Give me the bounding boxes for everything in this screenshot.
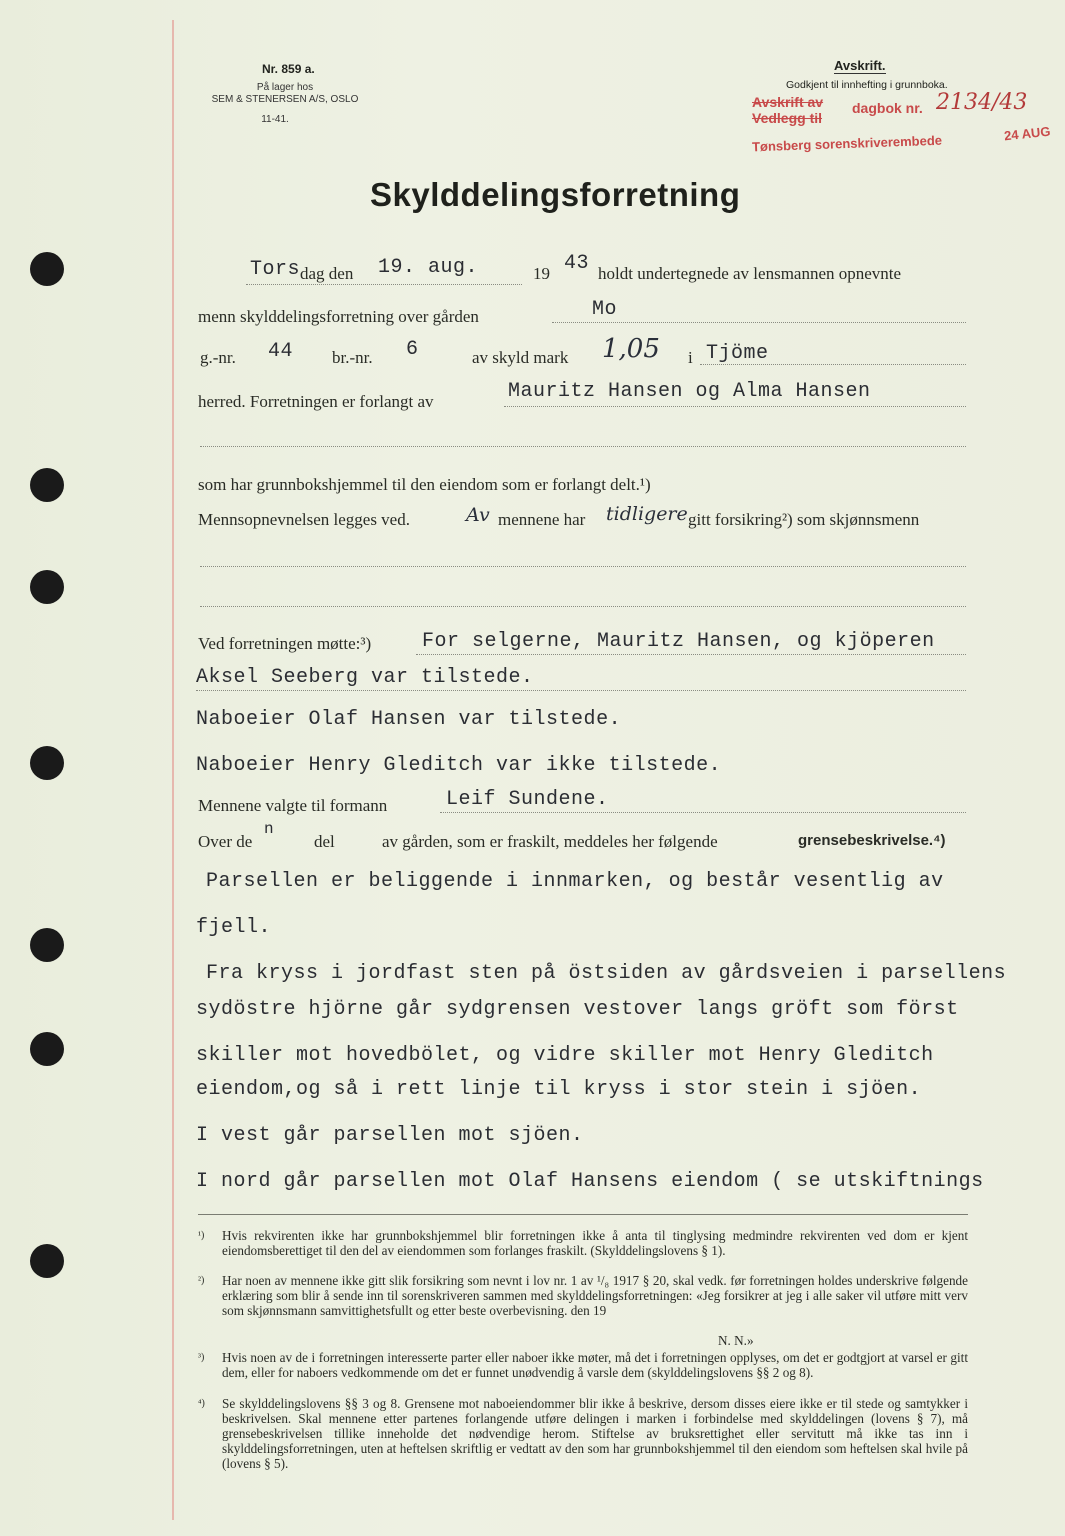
gnr-value: 44	[268, 340, 294, 363]
boundary-line-1: Parsellen er beliggende i innmarken, og består vesentlig av	[206, 870, 944, 893]
fill-line	[440, 812, 966, 813]
footnote-4	[198, 1396, 968, 1471]
farm-name-typed: Mo	[592, 298, 618, 321]
bnr-value: 6	[406, 338, 419, 361]
weekday-typed: Tors	[250, 258, 301, 281]
boundary-line-5: skiller mot hovedbölet, og vidre skiller mot Henry Gleditch	[196, 1044, 934, 1067]
boundary-line-2: fjell.	[196, 916, 272, 939]
footnote-mark: ²)	[198, 1275, 205, 1286]
punch-hole	[30, 570, 64, 604]
footnote-mark: ³)	[198, 1352, 205, 1363]
line6-c: gitt forsikring²) som skjønnsmenn	[688, 510, 920, 529]
stamp-dagbok-label: dagbok nr.	[852, 100, 923, 116]
copy-label: Avskrift.	[834, 58, 886, 73]
footnote-1	[198, 1228, 968, 1258]
skyld-label: av skyld mark	[472, 348, 569, 367]
boundary-line-8: I nord går parsellen mot Olaf Hansens eiendom ( se utskiftnings	[196, 1170, 984, 1193]
stamp-copy-prefix: Avskrift av	[752, 94, 824, 110]
footnote-2	[198, 1273, 968, 1318]
stamp-dagbok-number: 2134/43	[936, 90, 1028, 115]
chairman-label: Mennene valgte til formann	[198, 796, 388, 815]
punch-hole	[30, 1244, 64, 1278]
margin-rule	[172, 20, 174, 1520]
bnr-label: br.-nr.	[332, 348, 373, 367]
footnote-signature	[198, 1333, 968, 1348]
attendance-line-3: Naboeier Olaf Hansen var tilstede.	[196, 708, 622, 731]
line12-a: Over de	[198, 832, 253, 851]
boundary-line-6: eiendom,og så i rett linje til kryss i stor stein i sjöen.	[196, 1078, 922, 1101]
stamp-date: 24 AUG	[1003, 123, 1052, 144]
fill-line	[196, 690, 966, 691]
attendance-line-2: Aksel Seeberg var tilstede.	[196, 666, 534, 689]
line12-b: del	[314, 832, 335, 851]
fill-line	[552, 322, 966, 323]
publisher-line-2: SEM & STENERSEN A/S, OSLO	[211, 94, 359, 105]
fill-line	[416, 654, 966, 655]
attendance-line-4: Naboeier Henry Gleditch var ikke tilstede.	[196, 754, 722, 777]
line6-hand-1: Av	[466, 504, 490, 526]
line2-text: menn skylddelingsforretning over gården	[198, 307, 479, 326]
boundary-heading: grensebeskrivelse.⁴)	[798, 832, 946, 849]
line12-n: n	[264, 820, 275, 838]
fill-line	[200, 566, 966, 567]
line6-b: mennene har	[498, 510, 586, 529]
footnote-rule	[198, 1214, 968, 1215]
gnr-label: g.-nr.	[200, 348, 236, 367]
stamp-attachment-prefix: Vedlegg til	[752, 110, 823, 126]
footnote-text: Se skylddelingslovens §§ 3 og 8. Grensene mot naboeiendommer blir ikke å beskrive, dersom disses eiere ikke er til stede og samtykker i beskrivelsen. Skal mennene etter partenes forlangende utføre delingen i marken i forbindelse med skylddelingen (lovens § 7), må grensebeskrivelsen tillike inneholde det nødvendige herom. Stiftelse av bruksrettighet eller servitutt må ikke tas inn i skylddelingsforretningen, uten at heftelsen skriftlig er vedtatt av den som har grunnbokshjemmel til den eiendom som heftelsen skal hvile på (lovens § 5).	[222, 1396, 968, 1471]
skyld-value: 1,05	[602, 334, 660, 364]
i-label: i	[688, 348, 693, 367]
line4-text: herred. Forretningen er forlangt av	[198, 392, 434, 411]
footnote-mark: ⁴)	[198, 1398, 205, 1409]
footnote-signature-text: N. N.»	[718, 1333, 754, 1348]
form-date: 11-41.	[261, 114, 289, 125]
line6-a: Mennsopnevnelsen legges ved.	[198, 510, 410, 529]
year-prefix: 19	[533, 264, 550, 283]
punch-hole	[30, 928, 64, 962]
footnote-3	[198, 1350, 968, 1380]
fill-line	[200, 606, 966, 607]
boundary-line-3: Fra kryss i jordfast sten på östsiden av gårdsveien i parsellens	[206, 962, 1007, 985]
herred-typed: Tjöme	[706, 342, 769, 365]
fill-line	[200, 446, 966, 447]
punch-hole	[30, 252, 64, 286]
attendance-line-1: For selgerne, Mauritz Hansen, og kjöperen	[422, 630, 935, 653]
boundary-line-7: I vest går parsellen mot sjöen.	[196, 1124, 584, 1147]
line6-hand-2: tidligere	[606, 503, 688, 525]
publisher-line-1: På lager hos	[256, 82, 314, 93]
attendance-label: Ved forretningen møtte:³)	[198, 634, 372, 653]
fill-line	[700, 364, 966, 365]
punch-hole	[30, 1032, 64, 1066]
fill-line	[504, 406, 966, 407]
stamp-office: Tønsberg sorenskriverembede	[751, 132, 943, 155]
approval-note: Godkjent til innhefting i grunnboka.	[786, 79, 948, 91]
punch-hole	[30, 468, 64, 502]
line12-c: av gården, som er fraskilt, meddeles her følgende	[382, 832, 718, 851]
document-title: Skylddelingsforretning	[370, 176, 741, 213]
footnote-mark: ¹)	[198, 1230, 205, 1241]
line1-rest: holdt undertegnede av lensmannen opnevnte	[598, 264, 902, 283]
year-suffix-typed: 43	[564, 252, 590, 275]
chairman-typed: Leif Sundene.	[446, 788, 609, 811]
punch-hole	[30, 746, 64, 780]
boundary-line-4: sydöstre hjörne går sydgrensen vestover langs gröft som först	[196, 998, 959, 1021]
date-typed: 19. aug.	[378, 256, 479, 279]
line5-text: som har grunnbokshjemmel til den eiendom som er forlangt delt.¹)	[198, 475, 651, 494]
dag-den-label: dag den	[300, 264, 354, 283]
fill-line	[246, 284, 522, 285]
footnote-text: Hvis rekvirenten ikke har grunnbokshjemmel blir forretningen ikke å anta til tinglysing medmindre rekvirenten ved dom er kjent eiendomsberettiget til den del av eiendommen som forlanges fraskilt. (Skylddelingslovens § 1).	[222, 1228, 968, 1258]
requesters-typed: Mauritz Hansen og Alma Hansen	[508, 380, 871, 403]
footnote-text: Har noen av mennene ikke gitt slik forsikring som nevnt i lov nr. 1 av ¹/₈ 1917 § 20, skal vedk. før forretningen holdes underskrive følgende erklæring som blir å sende inn til sorenskriveren sammen med skylddelingsforretningen: «Jeg forsikrer at jeg i alle saker vil utføre mitt verv som skjønnsmann samvittighetsfullt og etter beste overbevisning. den 19	[222, 1273, 968, 1318]
footnote-text: Hvis noen av de i forretningen interesserte parter eller naboer ikke møter, må det i forretningen opplyses, om det er godtgjort at varsel er gitt dem, eller for naboers vedkommende om det er funnet unødvendig å varsle dem (skylddelingslovens §§ 2 og 8).	[222, 1350, 968, 1380]
form-number: Nr. 859 a.	[262, 62, 315, 76]
